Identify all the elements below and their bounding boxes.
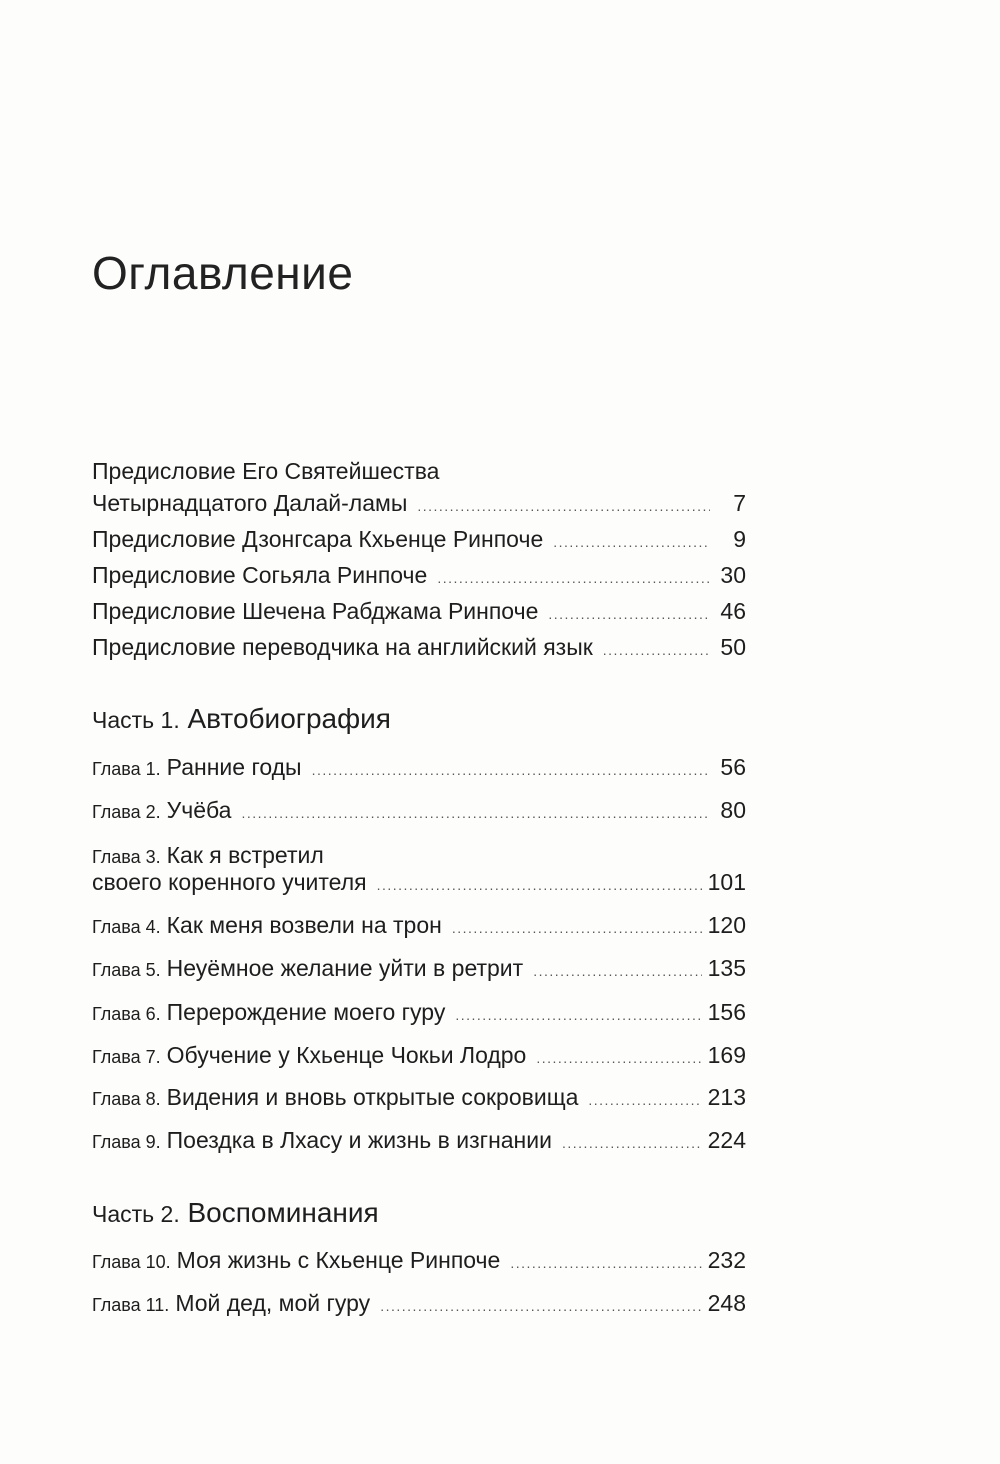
dot-leader	[603, 635, 710, 665]
chapter-number: Глава 6.	[92, 1004, 161, 1024]
chapter-number: Глава 9.	[92, 1132, 161, 1152]
page-number: 50	[720, 634, 746, 660]
chapter-title: Поездка в Лхасу и жизнь в изгнании	[166, 1127, 552, 1153]
dot-leader	[380, 1291, 701, 1321]
chapter-title: Перерождение моего гуру	[166, 999, 446, 1025]
toc-entry[interactable]	[92, 596, 746, 629]
chapter-number: Глава 3.	[92, 847, 161, 867]
page-number: 30	[720, 562, 746, 588]
part-number: Часть 2.	[92, 1201, 180, 1227]
toc-entry-line: Предисловие Его Святейшества	[92, 458, 440, 484]
part-title: Воспоминания	[187, 1197, 379, 1228]
dot-leader	[437, 563, 710, 593]
page-number: 156	[707, 999, 746, 1025]
toc-chapter[interactable]	[92, 910, 746, 943]
dot-leader	[417, 491, 710, 521]
toc-chapter[interactable]	[92, 1125, 746, 1158]
page-number: 101	[707, 869, 746, 895]
dot-leader	[452, 913, 702, 943]
page-number: 232	[707, 1247, 746, 1273]
page-number: 56	[720, 754, 746, 780]
chapter-title: Моя жизнь с Кхьенце Ринпоче	[176, 1247, 501, 1273]
toc-chapter[interactable]	[92, 1288, 746, 1321]
dot-leader	[312, 755, 710, 785]
chapter-title: Мой дед, мой гуру	[175, 1290, 371, 1316]
page-number: 248	[707, 1290, 746, 1316]
toc-chapter[interactable]	[92, 795, 746, 828]
part-number: Часть 1.	[92, 707, 180, 733]
toc-entry[interactable]	[92, 524, 746, 557]
page-number: 120	[707, 912, 746, 938]
dot-leader	[548, 599, 710, 629]
part-heading	[92, 1196, 379, 1231]
chapter-number: Глава 2.	[92, 802, 161, 822]
chapter-title: Учёба	[166, 797, 232, 823]
toc-chapter[interactable]	[92, 953, 746, 986]
page-number: 80	[720, 797, 746, 823]
chapter-title: Видения и вновь открытые сокровища	[166, 1084, 579, 1110]
toc-chapter[interactable]	[92, 752, 746, 785]
page-title: Оглавление	[92, 247, 354, 299]
page-number: 224	[707, 1127, 746, 1153]
page-number: 7	[733, 490, 746, 516]
chapter-number: Глава 5.	[92, 960, 161, 980]
toc-chapter[interactable]	[92, 1040, 746, 1073]
page-number: 46	[720, 598, 746, 624]
toc-chapter[interactable]	[92, 867, 746, 900]
dot-leader	[510, 1248, 701, 1278]
toc-entry-title: Предисловие Шечена Рабджама Ринпоче	[92, 598, 539, 624]
dot-leader	[536, 1043, 701, 1073]
dot-leader	[241, 798, 710, 828]
chapter-title: своего коренного учителя	[92, 869, 367, 895]
dot-leader	[588, 1085, 701, 1115]
chapter-number: Глава 8.	[92, 1089, 161, 1109]
page-number: 9	[733, 526, 746, 552]
page-number: 213	[707, 1084, 746, 1110]
chapter-title: Обучение у Кхьенце Чокьи Лодро	[166, 1042, 527, 1068]
chapter-number: Глава 7.	[92, 1047, 161, 1067]
dot-leader	[562, 1128, 702, 1158]
chapter-title: Неуёмное желание уйти в ретрит	[166, 955, 524, 981]
page-number: 169	[707, 1042, 746, 1068]
chapter-number: Глава 11.	[92, 1295, 170, 1315]
toc-chapter[interactable]	[92, 1082, 746, 1115]
dot-leader	[377, 870, 702, 900]
toc-entry-title: Четырнадцатого Далай-ламы	[92, 490, 408, 516]
chapter-title: Ранние годы	[166, 754, 302, 780]
toc-entry-title: Предисловие Согьяла Ринпоче	[92, 562, 428, 588]
chapter-title: Как я встретил	[166, 842, 324, 868]
toc-entry-title: Предисловие переводчика на английский язык	[92, 634, 593, 660]
dot-leader	[533, 956, 701, 986]
toc-chapter[interactable]	[92, 1245, 746, 1278]
chapter-title: Как меня возвели на трон	[166, 912, 442, 938]
toc-entry[interactable]	[92, 632, 746, 665]
part-title: Автобиография	[187, 703, 391, 734]
toc-entry[interactable]	[92, 560, 746, 593]
chapter-number: Глава 1.	[92, 759, 161, 779]
dot-leader	[553, 527, 710, 557]
toc-chapter[interactable]	[92, 997, 746, 1030]
toc-entry-title: Предисловие Дзонгсара Кхьенце Ринпоче	[92, 526, 544, 552]
chapter-number: Глава 4.	[92, 917, 161, 937]
page-number: 135	[707, 955, 746, 981]
toc-entry[interactable]	[92, 488, 746, 521]
dot-leader	[455, 1000, 701, 1030]
part-heading	[92, 702, 391, 737]
chapter-number: Глава 10.	[92, 1252, 171, 1272]
